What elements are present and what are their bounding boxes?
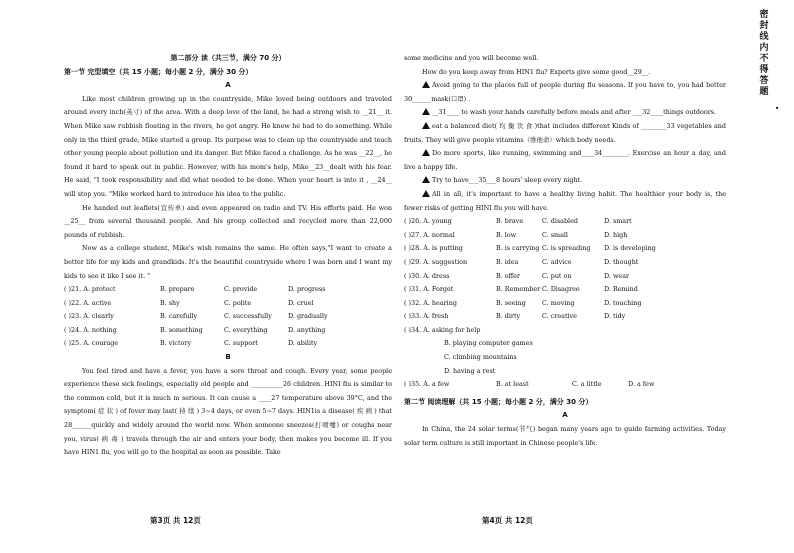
option-d: D. progress	[288, 285, 326, 294]
option-row	[64, 324, 392, 338]
question-line: How do you keep away from HIN1 flu? Experts give some good__29__.	[422, 67, 651, 76]
tip-item: Do more sports, like running, swimming and____34________. Exercise an hour a day, and live a happy life.	[404, 149, 726, 171]
option-d: D. touching	[604, 298, 642, 307]
option-d: D. Remind	[604, 285, 638, 294]
option-row	[404, 215, 726, 229]
option-row	[404, 242, 726, 256]
option-c: C. a little	[572, 380, 602, 389]
section1-title: 第一节 完型填空（共 15 小题；每小题 2 分，满分 30 分）	[64, 67, 253, 76]
option-row	[64, 283, 392, 297]
option-a: ( )26. A. young	[404, 217, 452, 226]
option-c: C. polite	[224, 298, 252, 307]
seal-char: 封	[759, 21, 769, 31]
seal-char: 密	[759, 10, 769, 20]
passage-a-letter: A	[225, 81, 231, 90]
option-c: C. support	[224, 339, 258, 348]
left-column	[64, 52, 392, 460]
page-footer-left: 第3页 共 12页	[150, 516, 201, 525]
option-c: C. everything	[224, 325, 268, 334]
passage-b-paragraph: You feel tired and have a fever, you have a sore throat and cough. Every year, some people experience these sick feelings, especially old people and __________26 children. HINI flu is similar to the common cold, but it is much m serious. It can cause a ____27 temperature above 39°C, and the symptom( 症 状 ) of fever may last( 持 续 ) 3~4 days, or even 5~7 days. HIN1is a disease( 疾 病 ) that 28______quickly and widely around the world now. When someone sneezes(打喷嚏) or coughs near you, virus( 病 毒 ) travels through the air and enters your body, then makes you become ill. If you have HIN1 flu, you will go to the hospital as soon as possible. Take	[64, 366, 392, 457]
tip-item: __31____ to wash your hands carefully before meals and after ___32____things outdoors.	[404, 106, 726, 120]
passage-b-letter: B	[225, 353, 231, 362]
option-c: C. put on	[542, 271, 572, 280]
option-b: B. playing computer games	[444, 339, 533, 348]
option-d: D. gradually	[288, 312, 328, 321]
option-b: B. seeing	[496, 298, 526, 307]
option-c: C. creative	[542, 312, 577, 321]
option-b: B. brave	[496, 217, 524, 226]
option-a: ( )28. A. is putting	[404, 244, 463, 253]
tip-item: Avoid going to the places full of people during flu seasons. If you have to, you had better 30______mask(口罩) .	[404, 81, 726, 103]
seal-char: 题	[759, 87, 769, 97]
option-c: C. is spreading	[542, 244, 591, 253]
option-c: C. Disagree	[542, 285, 580, 294]
option-d: D. wear	[604, 271, 630, 280]
option-row	[64, 310, 392, 324]
passage-c-letter: A	[562, 411, 568, 420]
options-a	[64, 283, 392, 351]
option-row	[404, 256, 726, 270]
option-d: D. a few	[628, 380, 655, 389]
option-d: D. ability	[288, 339, 318, 348]
option-a: ( )32. A. hearing	[404, 298, 457, 307]
option-a: ( )24. A. nothing	[64, 325, 117, 334]
triangle-icon	[422, 190, 430, 197]
option-c: C. small	[542, 230, 568, 239]
option-d: D. tidy	[604, 312, 626, 321]
option-row	[404, 229, 726, 243]
option-b: B. prepare	[160, 285, 195, 294]
option-a: ( )29. A. suggestion	[404, 257, 468, 266]
option-a: ( )30. A. dress	[404, 271, 450, 280]
options-b	[404, 215, 726, 392]
option-d: D. anything	[288, 325, 326, 334]
seal-char: 得	[759, 65, 769, 75]
part-title: 第二部分 读（共三节，满分 70 分）	[170, 54, 286, 62]
option-d: D. having a rest	[444, 366, 496, 375]
option-a: ( )22. A. active	[64, 298, 112, 307]
option-c: C. advice	[542, 257, 572, 266]
option-d: D. smart	[604, 217, 632, 226]
option-b: B. at least	[496, 380, 529, 389]
option-c: C. provide	[224, 285, 258, 294]
option-b: B. Remember	[496, 285, 541, 294]
option-row	[64, 297, 392, 311]
option-d: D. cruel	[288, 298, 314, 307]
passage-a-paragraph: Like most children growing up in the countryside, Mike loved being outdoors and traveled around every inch(英寸) of the area. With a deep love of the land, he had a strong wish to __21__ it. When Mike saw rubbish floating in the rivers, he got angry. He knew he had to do something. While only in the third grade, Mike started a group. Its purpose was to clean up the countryside and teach other young people about pollution and its danger. But Mike faced a challenge. As he was __22__, he found it hard to speak out in public. However, with his mom's help, Mike__23__dealt with his fear. He said, "I took responsibility and did what needed to be done. When your heart is into it , __24__ will stop you. "Mike worked hard to introduce his idea to the public.	[64, 94, 392, 198]
triangle-icon	[422, 122, 430, 129]
option-b: B. dirty	[496, 312, 521, 321]
option-c: C. climbing mountains	[444, 353, 517, 362]
option-row	[404, 270, 726, 284]
seal-char: 线	[759, 32, 769, 42]
option-c: C. disabled	[542, 217, 578, 226]
triangle-icon	[422, 176, 430, 183]
passage-c-paragraph: In China, the 24 solar terms(节气) began many years ago to guide farming activities. Today solar term culture is still important in Chinese people's life.	[404, 425, 726, 447]
option-d: D. high	[604, 230, 628, 239]
option-b: B. carefully	[160, 312, 198, 321]
passage-a-paragraph: He handed out leaflets(宣传单) and even appeared on radio and TV. His efforts paid. He won __25__ from several thousand people. And his group collected and recycled more than 22,000 pounds of rubbish.	[64, 203, 392, 239]
option-row	[404, 351, 726, 365]
option-c: C. moving	[542, 298, 575, 307]
option-row	[404, 365, 726, 379]
option-a: ( )34. A. asking for help	[404, 325, 481, 334]
option-row	[404, 310, 726, 324]
seal-char: 答	[759, 76, 769, 86]
page-footer-right: 第4页 共 12页	[482, 516, 533, 525]
option-b: B. something	[160, 325, 203, 334]
triangle-icon	[422, 81, 430, 88]
option-d: D. is developing	[604, 244, 656, 253]
option-row	[64, 337, 392, 351]
tip-item: Try to have___35___8 hours' sleep every night.	[404, 174, 726, 188]
option-b: B. is carrying	[496, 244, 540, 253]
tip-item: eat a balanced diet( 均 衡 饮 食 )that includes different Kinds of ________33 vegetables and fruits. They will give people vitamins（维他命）which body needs.	[404, 121, 726, 144]
option-a: ( )23. A. clearly	[64, 312, 114, 321]
option-row	[404, 378, 726, 392]
seal-line-warning	[758, 10, 770, 98]
option-b: B. shy	[160, 298, 180, 307]
option-row	[404, 283, 726, 297]
option-row	[404, 324, 726, 338]
seal-char: 不	[759, 54, 769, 64]
option-b: B. offer	[496, 271, 520, 280]
option-a: ( )25. A. courage	[64, 339, 119, 348]
option-row	[404, 337, 726, 351]
option-row	[404, 297, 726, 311]
option-c: C. successfully	[224, 312, 272, 321]
option-b: B. victory	[160, 339, 192, 348]
option-a: ( )35. A. a few	[404, 380, 450, 389]
seal-dot: .	[775, 98, 780, 112]
option-b: B. idea	[496, 257, 519, 266]
option-a: ( )33. A. fresh	[404, 312, 449, 321]
continued-line: some medicine and you will become well.	[404, 54, 539, 62]
section2-title: 第二节 阅读理解（共 15 小题；每小题 2 分，满分 30 分）	[404, 397, 593, 406]
option-b: B. low	[496, 230, 517, 239]
triangle-icon	[422, 149, 430, 156]
option-a: ( )21. A. protect	[64, 285, 116, 294]
right-column	[404, 52, 726, 450]
option-a: ( )31. A. Forget	[404, 285, 454, 294]
seal-char: 内	[759, 43, 769, 53]
tip-item: All in all, it's important to have a healthy living habit. The healthier your body is, the fewer risks of getting HINI flu you will have.	[404, 189, 726, 212]
passage-a-paragraph: Now as a college student, Mike's wish remains the same. He often says,"I want to create a better life for my kids and grandkids. It's the beautiful countryside where I was born and I want my kids to see it like I see it. "	[64, 244, 392, 280]
triangle-icon	[422, 108, 430, 115]
option-d: D. thought	[604, 257, 639, 266]
option-a: ( )27. A. normal	[404, 230, 455, 239]
